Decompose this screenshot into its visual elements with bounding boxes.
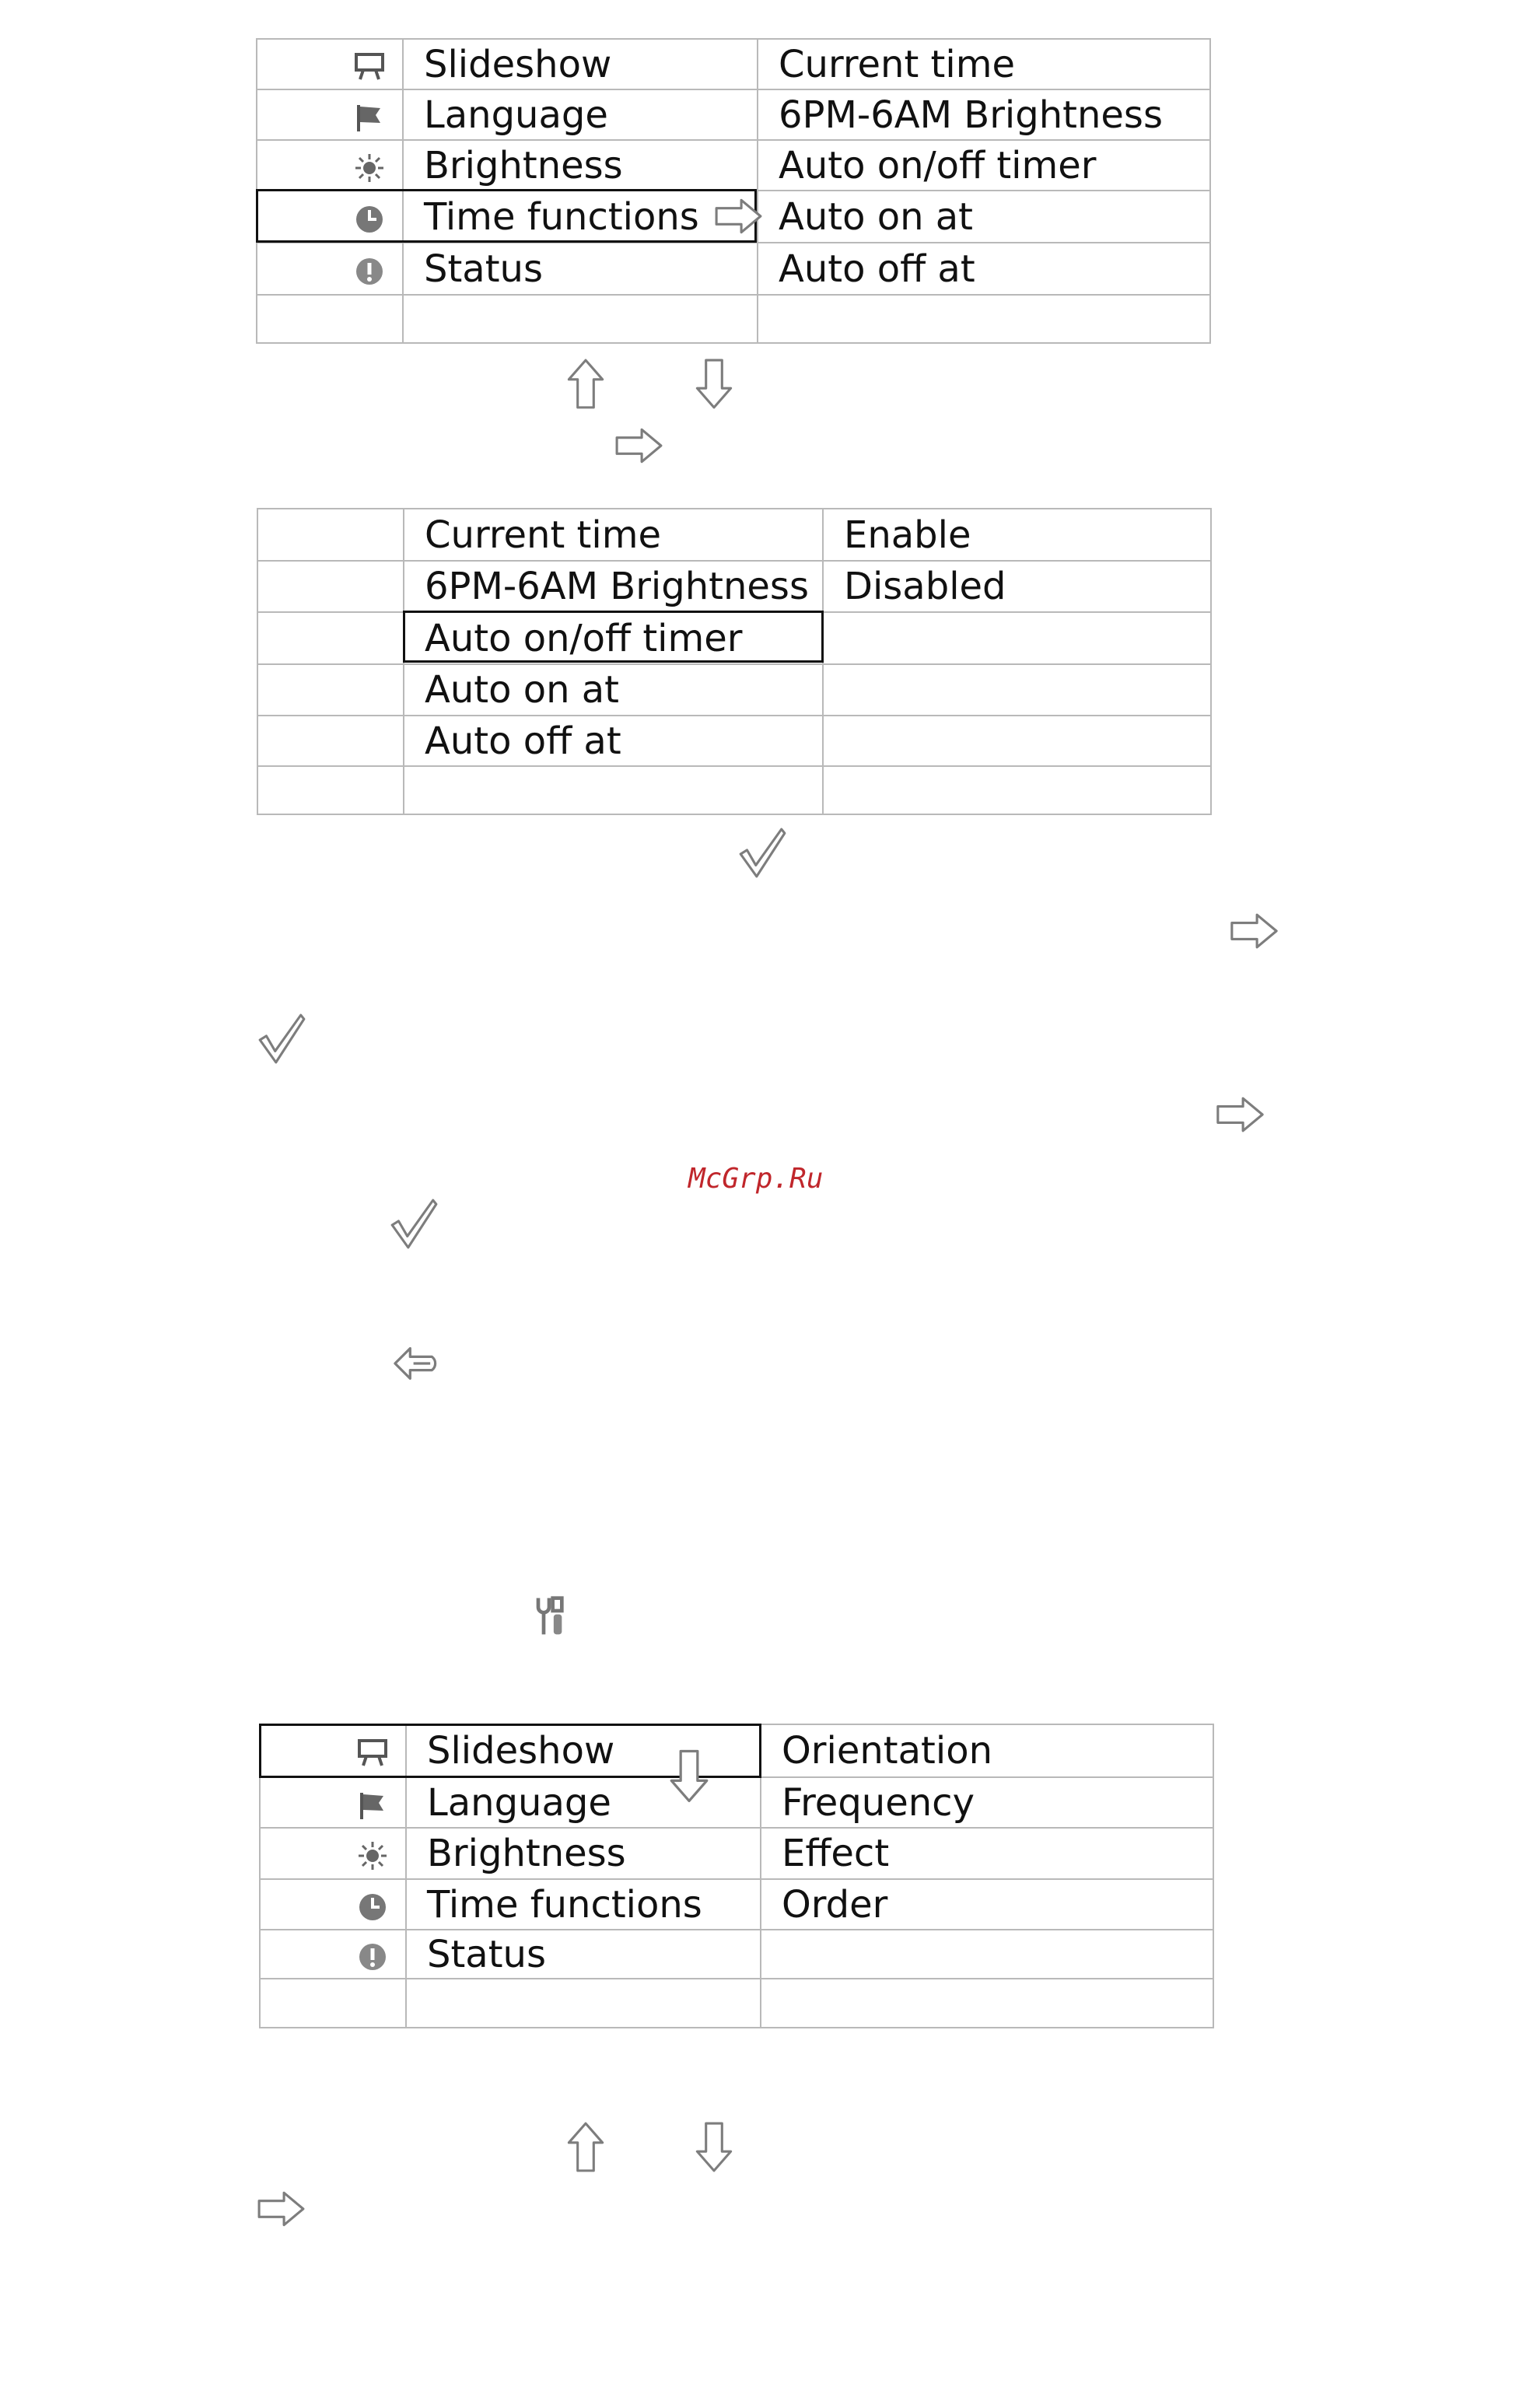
main-menu-table bbox=[256, 38, 1211, 344]
option-value[interactable] bbox=[823, 716, 1211, 766]
settings-tools-icon bbox=[529, 1594, 569, 1638]
menu-row[interactable] bbox=[260, 1828, 1213, 1879]
submenu-item-label[interactable]: Auto on/off timer bbox=[758, 140, 1210, 191]
arrow-right-icon bbox=[714, 196, 764, 236]
submenu-item-label[interactable]: 6PM-6AM Brightness bbox=[758, 89, 1210, 140]
arrow-down-icon bbox=[669, 1747, 709, 1806]
menu-item-label[interactable]: 6PM-6AM Brightness bbox=[404, 561, 823, 612]
clock-icon bbox=[257, 191, 403, 243]
submenu-item-label[interactable]: Auto off at bbox=[758, 243, 1210, 295]
submenu-item-label[interactable]: Orientation bbox=[761, 1724, 1213, 1777]
menu-row[interactable] bbox=[260, 1930, 1213, 1979]
menu-row[interactable] bbox=[260, 1777, 1213, 1828]
arrow-up-icon bbox=[565, 358, 606, 411]
status-info-icon bbox=[257, 243, 403, 295]
arrow-right-icon bbox=[1229, 912, 1280, 950]
menu-row[interactable] bbox=[257, 612, 1211, 664]
submenu-item-label[interactable] bbox=[761, 1930, 1213, 1979]
menu-item-label[interactable]: Brightness bbox=[406, 1828, 761, 1879]
menu-item-label[interactable]: Status bbox=[406, 1930, 761, 1979]
menu-row[interactable] bbox=[257, 716, 1211, 766]
menu-row[interactable] bbox=[257, 89, 1210, 140]
arrow-right-icon bbox=[1215, 1095, 1266, 1134]
ok-check-icon bbox=[257, 1013, 306, 1066]
menu-row[interactable] bbox=[260, 1879, 1213, 1930]
option-value[interactable]: Enable bbox=[823, 509, 1211, 561]
arrow-right-icon bbox=[257, 2189, 306, 2228]
menu-row[interactable] bbox=[257, 243, 1210, 295]
language-flag-icon bbox=[257, 89, 403, 140]
menu-row-empty bbox=[257, 295, 1210, 343]
menu-item-label[interactable]: Current time bbox=[404, 509, 823, 561]
menu-item-label[interactable]: Slideshow bbox=[406, 1724, 761, 1777]
arrow-down-icon bbox=[694, 2121, 734, 2174]
submenu-item-label[interactable]: Auto on at bbox=[758, 191, 1210, 243]
menu-item-label[interactable]: Language bbox=[403, 89, 758, 140]
slideshow-menu-table bbox=[259, 1724, 1214, 2028]
back-icon bbox=[389, 1342, 446, 1385]
arrow-up-icon bbox=[565, 2121, 606, 2174]
menu-row[interactable] bbox=[260, 1724, 1213, 1777]
status-info-icon bbox=[260, 1930, 406, 1979]
brightness-sun-icon bbox=[257, 140, 403, 191]
menu-item-label[interactable]: Auto on/off timer bbox=[404, 612, 823, 664]
time-functions-table bbox=[257, 508, 1212, 815]
slideshow-icon bbox=[257, 39, 403, 89]
menu-row-empty bbox=[257, 766, 1211, 814]
submenu-item-label[interactable]: Effect bbox=[761, 1828, 1213, 1879]
menu-row-empty bbox=[260, 1979, 1213, 2028]
menu-item-label[interactable]: Auto on at bbox=[404, 664, 823, 716]
arrow-right-icon bbox=[614, 426, 664, 465]
language-flag-icon bbox=[260, 1777, 406, 1828]
arrow-down-icon bbox=[694, 358, 734, 411]
submenu-item-label[interactable]: Current time bbox=[758, 39, 1210, 89]
option-value[interactable] bbox=[823, 664, 1211, 716]
menu-row[interactable] bbox=[257, 561, 1211, 612]
menu-row[interactable] bbox=[257, 509, 1211, 561]
menu-item-label[interactable]: Time functions bbox=[406, 1879, 761, 1930]
menu-item-label[interactable]: Language bbox=[406, 1777, 761, 1828]
menu-row[interactable] bbox=[257, 664, 1211, 716]
menu-row[interactable] bbox=[257, 140, 1210, 191]
watermark: McGrp.Ru bbox=[688, 1163, 824, 1195]
slideshow-icon bbox=[260, 1724, 406, 1777]
menu-item-label[interactable]: Brightness bbox=[403, 140, 758, 191]
option-value[interactable] bbox=[823, 612, 1211, 664]
menu-item-label[interactable]: Slideshow bbox=[403, 39, 758, 89]
menu-item-label[interactable]: Auto off at bbox=[404, 716, 823, 766]
menu-row[interactable] bbox=[257, 39, 1210, 89]
submenu-item-label[interactable]: Order bbox=[761, 1879, 1213, 1930]
ok-check-icon bbox=[389, 1198, 439, 1251]
brightness-sun-icon bbox=[260, 1828, 406, 1879]
menu-item-label[interactable]: Status bbox=[403, 243, 758, 295]
ok-check-icon bbox=[737, 827, 787, 880]
menu-item-label[interactable]: Time functions bbox=[403, 191, 758, 243]
clock-icon bbox=[260, 1879, 406, 1930]
option-value[interactable]: Disabled bbox=[823, 561, 1211, 612]
submenu-item-label[interactable]: Frequency bbox=[761, 1777, 1213, 1828]
